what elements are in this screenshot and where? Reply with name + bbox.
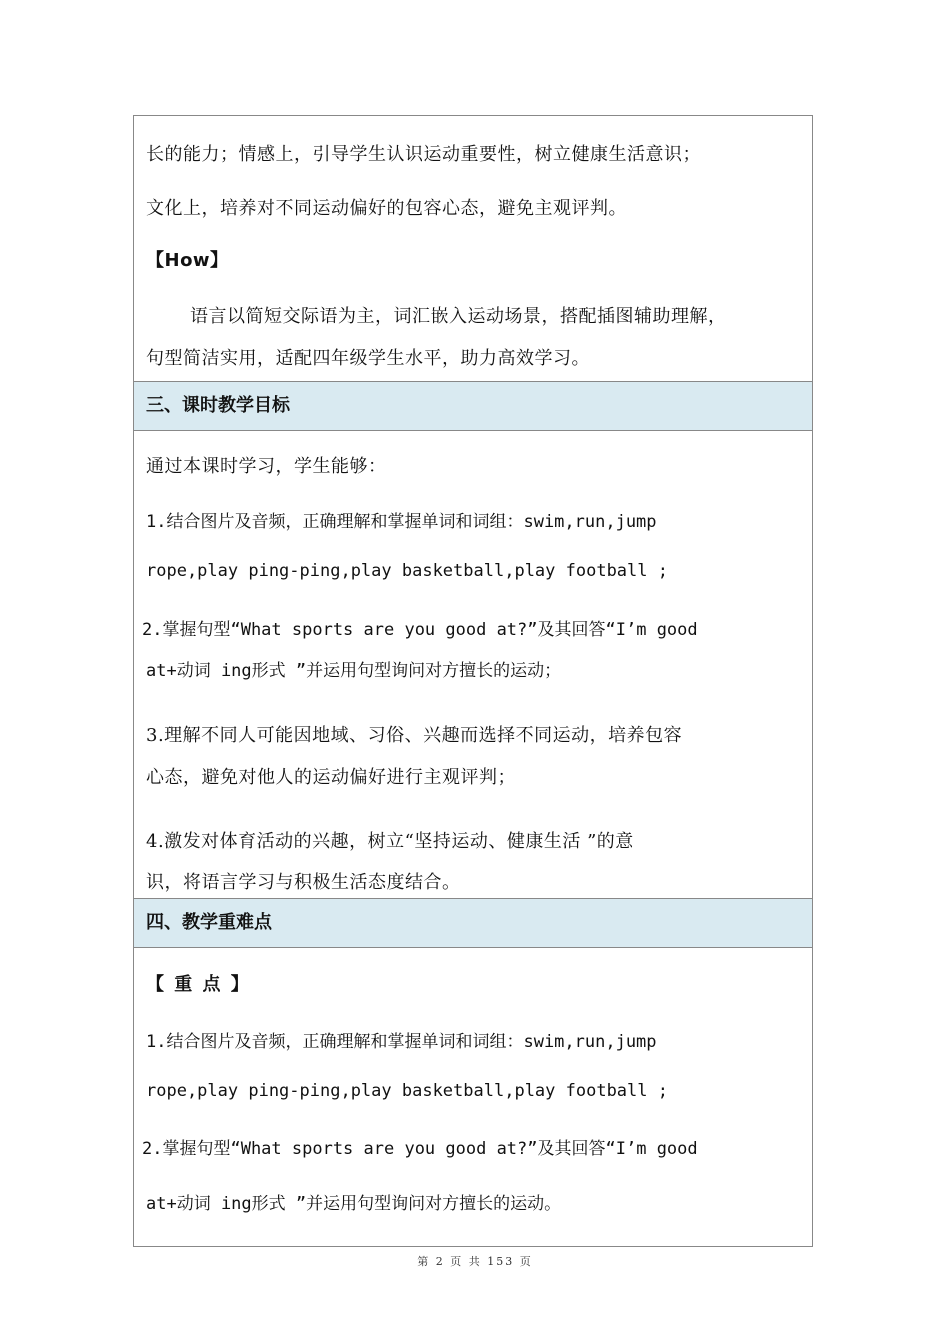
section3-item1-line1: 1.结合图片及音频，正确理解和掌握单词和词组：swim,run,jump: [146, 512, 657, 532]
section4-item1-line1: 1.结合图片及音频，正确理解和掌握单词和词组：swim,run,jump: [146, 1032, 657, 1052]
section3-item1-line2: rope,play ping-ping,play basketball,play football ;: [146, 561, 668, 581]
section4-item2-line1: 2.掌握句型“What sports are you good at?”及其回答“I’m good: [142, 1139, 698, 1159]
intro-line-1: 长的能力；情感上，引导学生认识运动重要性，树立健康生活意识；: [146, 144, 701, 165]
section4-item2-line2: at+动词 ing形式 ”并运用句型询问对方擅长的运动。: [146, 1194, 562, 1214]
page-footer: 第 2 页 共 153 页: [417, 1255, 533, 1268]
section3-item2-line1: 2.掌握句型“What sports are you good at?”及其回答“I’m good: [142, 620, 698, 640]
section3-item4-line2: 识，将语言学习与积极生活态度结合。: [146, 872, 461, 893]
key-points-label: 【 重 点 】: [146, 974, 251, 995]
section3-intro: 通过本课时学习，学生能够：: [146, 456, 387, 477]
section4-header: [134, 898, 812, 948]
how-line-2: 句型简洁实用，适配四年级学生水平，助力高效学习。: [146, 348, 590, 369]
section3-item3-line1: 3.理解不同人可能因地域、习俗、兴趣而选择不同运动，培养包容: [146, 725, 683, 746]
section3-header: [134, 381, 812, 431]
section3-title: 三、课时教学目标: [146, 395, 290, 416]
section3-item2-line2: at+动词 ing形式 ”并运用句型询问对方擅长的运动；: [146, 661, 562, 681]
how-line-1: 语言以简短交际语为主，词汇嵌入运动场景，搭配插图辅助理解，: [190, 306, 727, 327]
intro-line-2: 文化上，培养对不同运动偏好的包容心态，避免主观评判。: [146, 198, 627, 219]
section4-title: 四、教学重难点: [146, 912, 272, 933]
how-label: 【How】: [146, 250, 229, 271]
document-table: [133, 115, 813, 1247]
section3-item3-line2: 心态，避免对他人的运动偏好进行主观评判；: [146, 767, 516, 788]
section4-item1-line2: rope,play ping-ping,play basketball,play football ;: [146, 1081, 668, 1101]
section3-item4-line1: 4.激发对体育活动的兴趣，树立“坚持运动、健康生活 ”的意: [146, 831, 634, 852]
